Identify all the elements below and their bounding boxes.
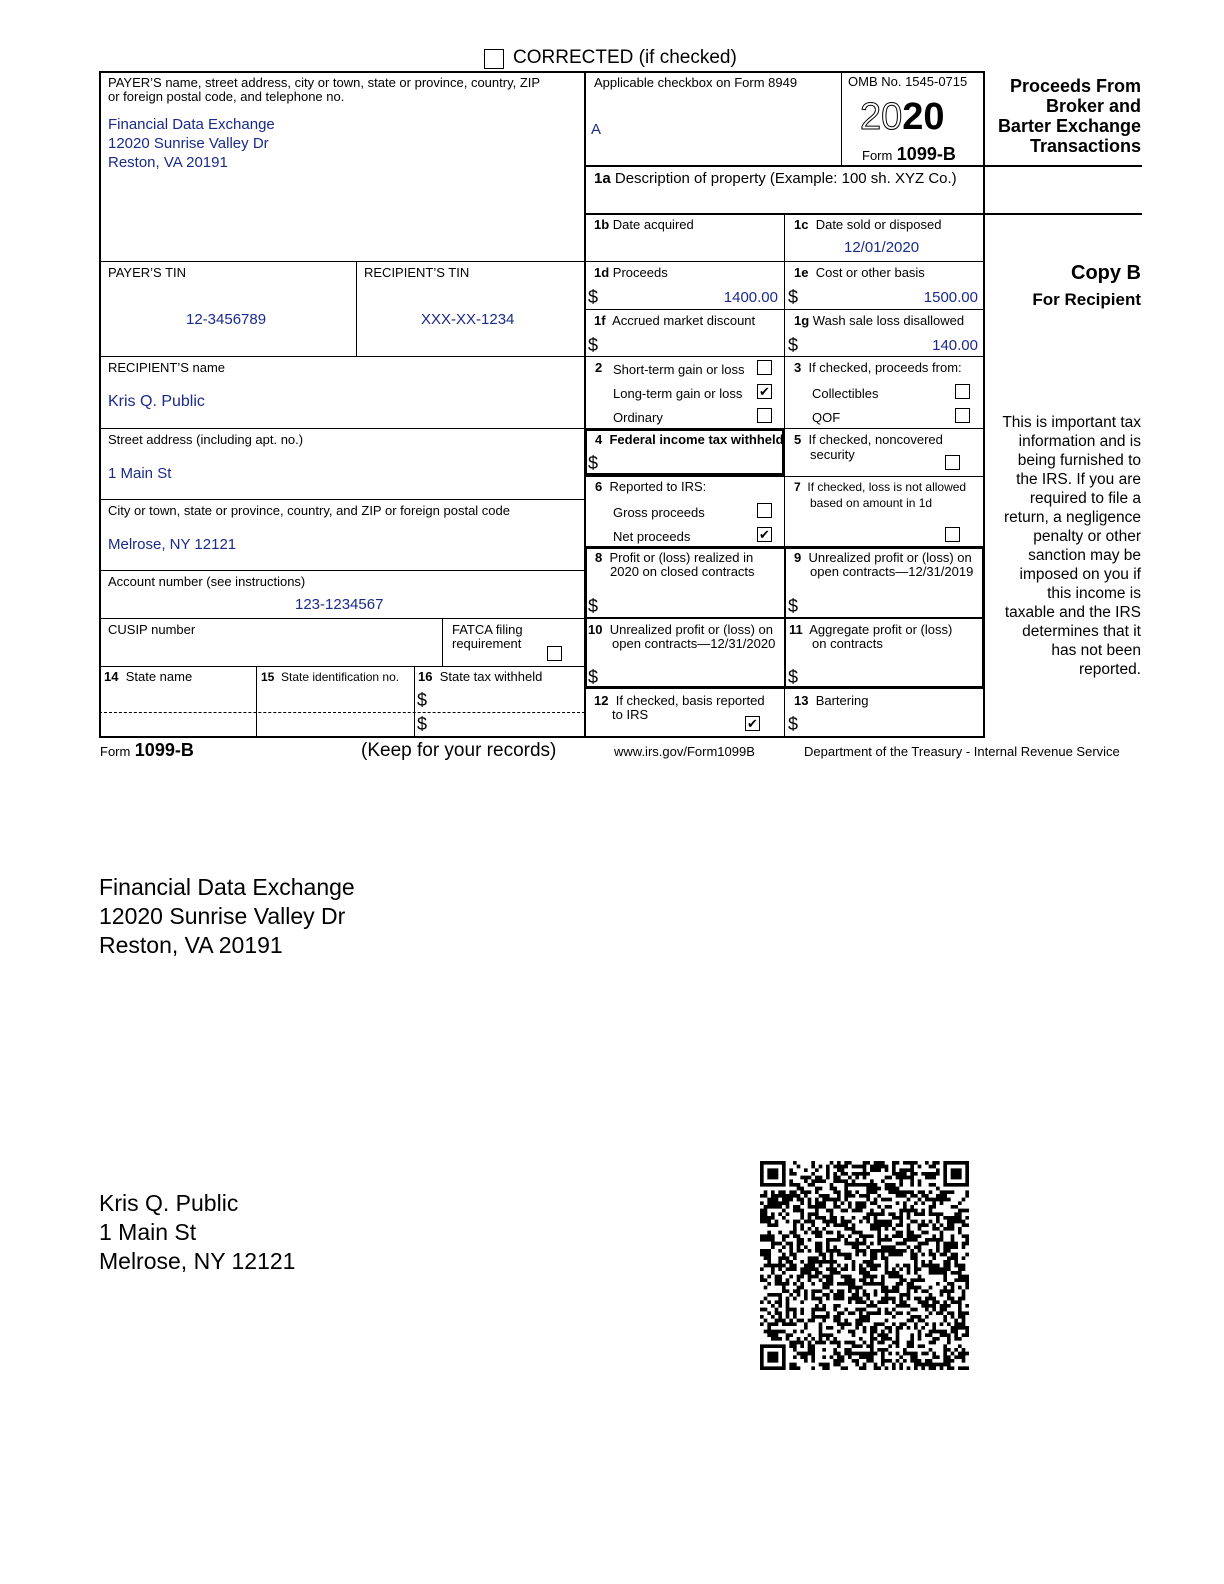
box3-collectibles-label: Collectibles <box>812 386 879 401</box>
row-city-top <box>99 499 585 500</box>
box16-dollar-1: $ <box>417 690 428 710</box>
box6-net-label: Net proceeds <box>613 529 691 544</box>
box9-label-2: open contracts—12/31/2019 <box>810 564 974 579</box>
box16-label: 16 State tax withheld <box>418 669 543 684</box>
form-title: Proceeds From Broker and Barter Exchange Transactions <box>997 76 1141 156</box>
form8949-value: A <box>591 121 602 138</box>
box1c-label: 1c Date sold or disposed <box>794 217 942 232</box>
box7-label: 7 If checked, loss is not allowed <box>794 480 967 494</box>
copy-subtitle: For Recipient <box>1032 290 1141 309</box>
box16-dollar-2: $ <box>417 714 428 734</box>
account-value: 123-1234567 <box>295 596 384 613</box>
omb-form-name: Form 1099-B <box>862 144 956 164</box>
box2-ordinary-checkbox[interactable] <box>757 408 772 423</box>
box5-checkbox[interactable] <box>945 455 960 470</box>
row-1d-top <box>99 261 984 262</box>
box1e-dollar: $ <box>788 287 799 307</box>
box9-label: 9 Unrealized profit or (loss) on <box>794 550 972 565</box>
box1e-value: 1500.00 <box>923 289 978 306</box>
box11-label-2: on contracts <box>812 636 883 651</box>
fatca-divider <box>442 618 443 666</box>
box1f-dollar: $ <box>588 335 599 355</box>
recipient-tin-label: RECIPIENT’S TIN <box>364 265 470 280</box>
box2-num: 2 <box>595 360 603 375</box>
box2-long-checkbox[interactable]: ✔ <box>757 384 772 399</box>
box11-dollar: $ <box>788 667 799 687</box>
box10-dollar: $ <box>588 667 599 687</box>
box3-label: 3 If checked, proceeds from: <box>794 360 962 375</box>
box1c-value: 12/01/2020 <box>844 239 920 256</box>
city-label: City or town, state or province, country, and ZIP or foreign postal code <box>108 503 510 518</box>
form8949-label: Applicable checkbox on Form 8949 <box>594 75 798 90</box>
box1g-dollar: $ <box>788 335 799 355</box>
box14-label: 14 State name <box>104 669 193 684</box>
copy-title: Copy B <box>1071 262 1141 284</box>
box9-dollar: $ <box>788 596 799 616</box>
tax-year: 2020 <box>860 96 945 138</box>
omb-number: OMB No. 1545-0715 <box>848 74 968 89</box>
payer-city: Reston, VA 20191 <box>108 154 228 171</box>
title-bottom-line <box>984 213 1142 214</box>
city-value: Melrose, NY 12121 <box>108 536 237 553</box>
payer-tin-value: 12-3456789 <box>186 311 267 328</box>
box1d-dollar: $ <box>588 287 599 307</box>
box2-short-checkbox[interactable] <box>757 360 772 375</box>
row-6-top <box>584 476 984 477</box>
fatca-checkbox[interactable] <box>547 646 562 661</box>
row-cusip-top <box>99 618 585 619</box>
footer-dept: Department of the Treasury - Internal Revenue Service <box>804 744 1120 759</box>
box6-gross-checkbox[interactable] <box>757 503 772 518</box>
qr-code-modules <box>760 1161 969 1370</box>
corrected-checkbox[interactable] <box>484 49 504 69</box>
box2-short-label: Short-term gain or loss <box>613 362 745 377</box>
omb-bottom <box>584 165 1142 167</box>
box1d-value: 1400.00 <box>723 289 778 306</box>
box1b-label: 1b Date acquired <box>594 217 694 232</box>
box8-11-row <box>584 617 984 619</box>
box6-gross-label: Gross proceeds <box>613 505 705 520</box>
box13-label: 13 Bartering <box>794 693 869 708</box>
important-notice: This is important tax information and is being furnished to the IRS. If you are required to file a return, a negligence penalty or other sanction may be imposed on you if this income is taxable and the IRS determines that it has not been reported. <box>1002 414 1141 678</box>
mailing-recipient-address: Kris Q. Public 1 Main St Melrose, NY 12121 <box>99 1190 296 1274</box>
box2-long-label: Long-term gain or loss <box>613 386 743 401</box>
state-div-2 <box>414 666 415 736</box>
footer-url[interactable]: www.irs.gov/Form1099B <box>614 744 755 759</box>
footer-form-name: Form 1099-B <box>100 740 194 760</box>
box12-label: 12 If checked, basis reported <box>594 693 765 708</box>
box8-label-2: 2020 on closed contracts <box>610 564 755 579</box>
box1f-label: 1f Accrued market discount <box>594 313 756 328</box>
row-account-top <box>99 570 585 571</box>
box8-label: 8 Profit or (loss) realized in <box>595 550 754 565</box>
box7-checkbox[interactable] <box>945 527 960 542</box>
box12-checkbox[interactable]: ✔ <box>745 716 760 731</box>
recipient-name-value: Kris Q. Public <box>108 393 205 410</box>
box10-label: 10 Unrealized profit or (loss) on <box>588 622 773 637</box>
fatca-label: FATCA filing requirement <box>452 622 523 651</box>
payer-name: Financial Data Exchange <box>108 116 275 133</box>
box2-ordinary-label: Ordinary <box>613 410 663 425</box>
form-top-border <box>99 71 985 73</box>
recipient-name-label: RECIPIENT’S name <box>108 360 226 375</box>
box3-qof-checkbox[interactable] <box>955 408 970 423</box>
box1a-label: 1a Description of property (Example: 100 sh. XYZ Co.) <box>594 170 957 187</box>
street-value: 1 Main St <box>108 465 172 482</box>
box15-label: 15 State identification no. <box>261 670 400 684</box>
box12-label-2: to IRS <box>612 707 649 722</box>
form-left-border <box>99 71 101 737</box>
box10-label-2: open contracts—12/31/2020 <box>612 636 776 651</box>
box3-collectibles-checkbox[interactable] <box>955 384 970 399</box>
box8-dollar: $ <box>588 596 599 616</box>
form-bottom-border <box>99 736 985 738</box>
recipient-tin-value: XXX-XX-1234 <box>421 311 515 328</box>
box4-dollar: $ <box>588 453 599 473</box>
box6-net-checkbox[interactable]: ✔ <box>757 527 772 542</box>
box1e-label: 1e Cost or other basis <box>794 265 925 280</box>
account-label: Account number (see instructions) <box>108 574 306 589</box>
box4-label: 4 Federal income tax withheld <box>595 432 784 447</box>
omb-divider <box>841 71 842 166</box>
box1g-value: 140.00 <box>932 337 978 354</box>
box7-label-2: based on amount in 1d <box>810 496 933 510</box>
row-1f-top <box>584 309 984 310</box>
payer-label: PAYER’S name, street address, city or town, state or province, country, ZIP or foreign postal code, and telephone no. <box>108 75 541 104</box>
row-state-top <box>99 666 585 667</box>
payer-street: 12020 Sunrise Valley Dr <box>108 135 269 152</box>
footer-keep: (Keep for your records) <box>361 740 557 761</box>
box11-label: 11 Aggregate profit or (loss) <box>789 622 953 637</box>
row-name-top <box>99 356 984 357</box>
box13-dollar: $ <box>788 714 799 734</box>
box6-label: 6 Reported to IRS: <box>595 479 707 494</box>
corrected-label: CORRECTED (if checked) <box>513 47 737 68</box>
payer-tin-label: PAYER’S TIN <box>108 265 187 280</box>
box5-label: 5 If checked, noncovered <box>794 432 943 447</box>
box1g-label: 1g Wash sale loss disallowed <box>794 313 965 328</box>
row-street-top <box>99 428 984 429</box>
box1d-label: 1d Proceeds <box>594 265 668 280</box>
qr-code <box>760 1161 969 1370</box>
street-label: Street address (including apt. no.) <box>108 432 304 447</box>
box3-qof-label: QOF <box>812 410 841 425</box>
tin-divider <box>356 261 357 357</box>
state-dashed-line <box>99 712 585 713</box>
cusip-label: CUSIP number <box>108 622 196 637</box>
box5-label-2: security <box>810 447 855 462</box>
state-div-1 <box>256 666 257 736</box>
mailing-payer-address: Financial Data Exchange 12020 Sunrise Valley Dr Reston, VA 20191 <box>99 874 355 958</box>
